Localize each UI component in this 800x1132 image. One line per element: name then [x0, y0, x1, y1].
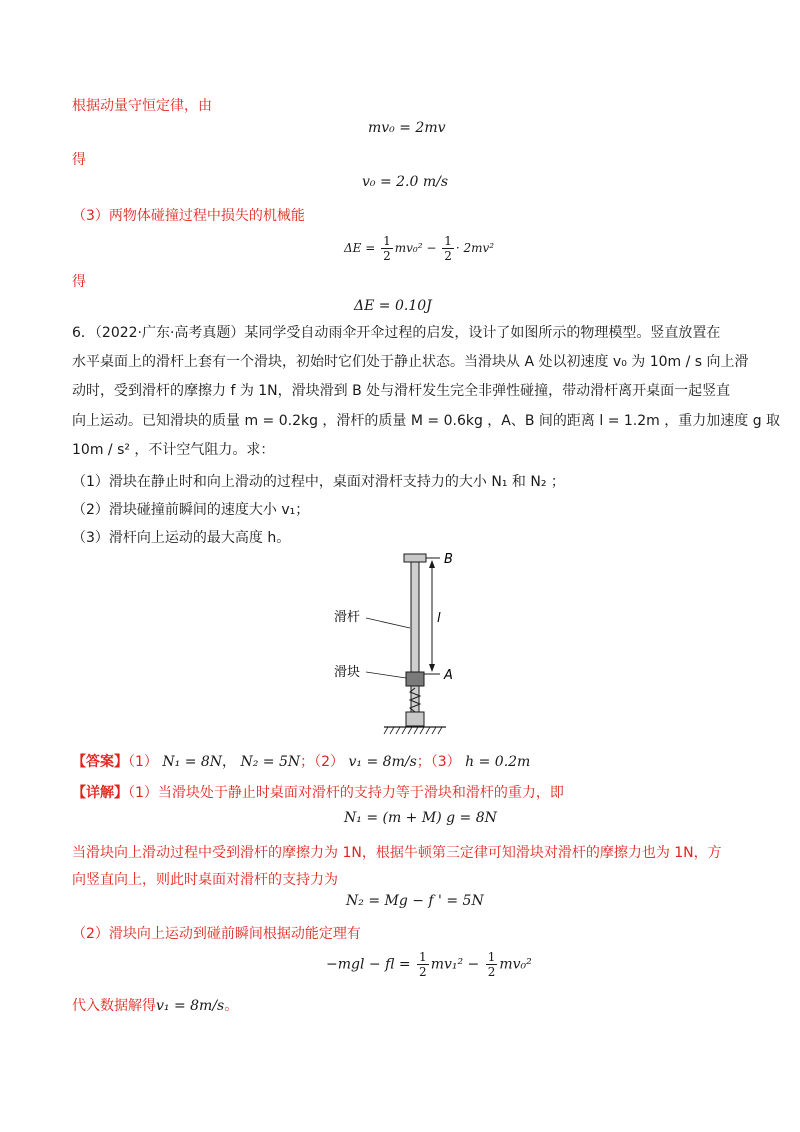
answer-n1: N₁ = 8N: [162, 754, 223, 770]
detail-line-2: 当滑块向上滑动过程中受到滑杆的摩擦力为 1N，根据牛顿第三定律可知滑块对滑杆的摩擦力也为 1N，方: [72, 845, 722, 861]
answer-row: [72, 752, 530, 772]
equation-work-energy: −mgl − fl = $\frac{1}{2}$ mv₁² − $\frac{1}{2}$ mv₀²: [326, 950, 532, 979]
equation-energy-loss: ΔE = $\frac{1}{2}$ mv₀² − $\frac{1}{2}$ · 2mv²: [344, 234, 495, 263]
ground-hatching: [384, 727, 442, 734]
solution-text-de: 得: [72, 152, 86, 168]
rod-cap: [404, 554, 426, 562]
rod-base: [406, 712, 424, 726]
problem-line-3: 动时，受到滑杆的摩擦力 f 为 1N，滑块滑到 B 处与滑杆发生完全非弹性碰撞，带动滑杆离开桌面一起竖直: [72, 383, 731, 399]
solution-part3-label: （3）两物体碰撞过程中损失的机械能: [72, 208, 305, 224]
question-1: （1）滑块在静止时和向上滑动的过程中，桌面对滑杆支持力的大小 N₁ 和 N₂ ；: [72, 474, 565, 490]
answer-sep: ，: [222, 754, 237, 770]
equation-delta-e: ΔE = 0.10J: [354, 298, 432, 314]
problem-line-2: 水平桌面上的滑杆上套有一个滑块，初始时它们处于静止状态。当滑块从 A 处以初速度 v₀ 为 10m / s 向上滑: [72, 354, 749, 370]
detail-line-3: 向竖直向上，则此时桌面对滑杆的支持力为: [72, 872, 338, 888]
detail-text-5: 代入数据解得: [72, 998, 156, 1014]
slider-block: [406, 672, 424, 686]
question-2: （2）滑块碰撞前瞬间的速度大小 v₁；: [72, 502, 310, 518]
equation-n2: N₂ = Mg − f ' = 5N: [346, 893, 484, 909]
answer-v1: v₁ = 8m/s: [348, 754, 417, 770]
detail-line-5: 代入数据解得v₁ = 8m/s。: [72, 998, 239, 1014]
answer-part2: ；（2）: [300, 754, 345, 770]
answer-h: h = 0.2m: [465, 754, 531, 770]
label-a: A: [444, 668, 453, 683]
equation-v1-result: v₁ = 8m/s: [156, 998, 225, 1014]
equation-n1: N₁ = (m + M) g = 8N: [344, 810, 497, 826]
label-l: l: [437, 611, 441, 626]
detail-tag: 【详解】: [72, 785, 128, 801]
problem-line-4: 向上运动。已知滑块的质量 m = 0.2kg ，滑杆的质量 M = 0.6kg ，A、B 间的距离 l = 1.2m ，重力加速度 g 取: [72, 413, 781, 429]
detail-line-1: [72, 783, 564, 803]
equation-momentum: mv₀ = 2mv: [368, 120, 446, 136]
answer-part3: ；（3）: [416, 754, 461, 770]
leader-rod: [366, 618, 410, 628]
detail-text-1: （1）当滑块处于静止时桌面对滑杆的支持力等于滑块和滑杆的重力，即: [128, 785, 564, 801]
question-3: （3）滑杆向上运动的最大高度 h。: [72, 530, 291, 546]
problem-line-5: 10m / s² ，不计空气阻力。求：: [72, 442, 275, 458]
answer-part1: （1）: [128, 754, 158, 770]
leader-block: [366, 672, 406, 678]
equation-v0: v₀ = 2.0 m/s: [362, 174, 449, 190]
label-rod: 滑杆: [334, 610, 361, 625]
answer-tag: 【答案】: [72, 754, 128, 770]
label-b: B: [444, 552, 453, 567]
arrow-up-icon: [429, 560, 435, 568]
rod-block-figure: [334, 548, 480, 740]
solution-text-de-2: 得: [72, 274, 86, 290]
arrow-down-icon: [429, 664, 435, 672]
answer-n2: N₂ = 5N: [240, 754, 301, 770]
rod-body: [411, 562, 419, 712]
solution-text-momentum: 根据动量守恒定律，由: [72, 98, 212, 114]
problem-line-1: 6．（2022·广东·高考真题）某同学受自动雨伞开伞过程的启发，设计了如图所示的物理模型。竖直放置在: [72, 325, 721, 341]
detail-line-4: （2）滑块向上运动到碰前瞬间根据动能定理有: [72, 926, 361, 942]
label-block: 滑块: [334, 665, 361, 680]
